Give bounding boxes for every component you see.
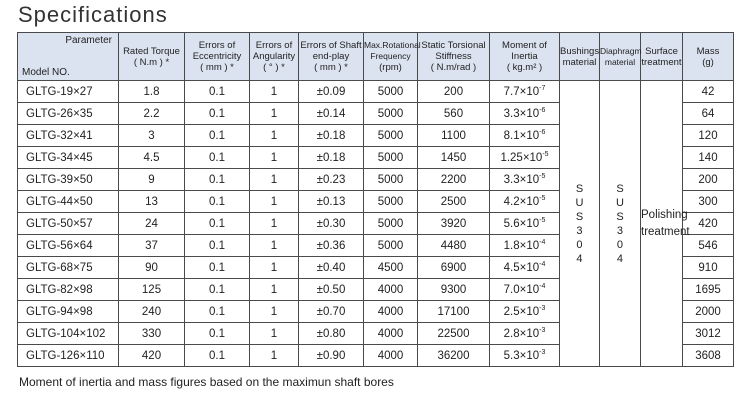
inertia-cell bbox=[490, 323, 560, 345]
model-cell: GLTG-34×45 bbox=[18, 147, 119, 169]
endplay-cell: ±0.80 bbox=[299, 323, 364, 345]
inertia-base: 1.8×10 bbox=[503, 239, 540, 252]
stiffness-cell: 3920 bbox=[418, 213, 490, 235]
inertia-base: 7.7×10 bbox=[503, 85, 540, 98]
torque-cell: 24 bbox=[119, 213, 185, 235]
eccentricity-header: Errors of Eccentricity ( mm ) * bbox=[185, 33, 250, 81]
model-cell: GLTG-39×50 bbox=[18, 169, 119, 191]
rpm-cell: 5000 bbox=[364, 169, 418, 191]
bushings-material-header: Bushings material bbox=[560, 33, 600, 81]
angularity-cell: 1 bbox=[250, 235, 299, 257]
model-cell: GLTG-44×50 bbox=[18, 191, 119, 213]
endplay-cell: ±0.36 bbox=[299, 235, 364, 257]
rpm-cell: 5000 bbox=[364, 213, 418, 235]
stiffness-cell: 2500 bbox=[418, 191, 490, 213]
rpm-cell: 5000 bbox=[364, 147, 418, 169]
torque-cell: 3 bbox=[119, 125, 185, 147]
inertia-base: 2.5×10 bbox=[503, 305, 540, 318]
eccentricity-cell: 0.1 bbox=[185, 81, 250, 103]
mass-cell: 140 bbox=[683, 147, 734, 169]
angularity-cell: 1 bbox=[250, 279, 299, 301]
torque-cell: 2.2 bbox=[119, 103, 185, 125]
mass-cell: 1695 bbox=[683, 279, 734, 301]
inertia-exponent: -3 bbox=[539, 305, 546, 313]
mass-cell: 300 bbox=[683, 191, 734, 213]
inertia-exponent: -4 bbox=[539, 283, 546, 291]
inertia-exponent: -3 bbox=[539, 327, 546, 335]
inertia-base: 8.1×10 bbox=[503, 129, 540, 142]
endplay-cell: ±0.70 bbox=[299, 301, 364, 323]
angularity-cell: 1 bbox=[250, 169, 299, 191]
inertia-cell bbox=[490, 235, 560, 257]
stiffness-cell: 1100 bbox=[418, 125, 490, 147]
rpm-cell: 5000 bbox=[364, 81, 418, 103]
mass-cell: 546 bbox=[683, 235, 734, 257]
inertia-base: 7.0×10 bbox=[503, 283, 540, 296]
diaphragm-material-cell: S U S 3 0 4 bbox=[600, 81, 641, 367]
eccentricity-cell: 0.1 bbox=[185, 301, 250, 323]
rpm-cell: 4500 bbox=[364, 257, 418, 279]
eccentricity-cell: 0.1 bbox=[185, 125, 250, 147]
eccentricity-cell: 0.1 bbox=[185, 103, 250, 125]
endplay-cell: ±0.23 bbox=[299, 169, 364, 191]
model-cell: GLTG-126×110 bbox=[18, 345, 119, 367]
stiffness-cell: 2200 bbox=[418, 169, 490, 191]
angularity-cell: 1 bbox=[250, 81, 299, 103]
angularity-cell: 1 bbox=[250, 147, 299, 169]
inertia-cell bbox=[490, 301, 560, 323]
eccentricity-cell: 0.1 bbox=[185, 235, 250, 257]
mass-cell: 120 bbox=[683, 125, 734, 147]
inertia-exponent: -6 bbox=[539, 107, 546, 115]
inertia-cell bbox=[490, 103, 560, 125]
inertia-cell bbox=[490, 257, 560, 279]
parameter-label: Parameter bbox=[65, 35, 112, 46]
inertia-cell bbox=[490, 81, 560, 103]
stiffness-header: Static Torsional Stiffness ( N.m/rad ) bbox=[418, 33, 490, 81]
model-cell: GLTG-104×102 bbox=[18, 323, 119, 345]
inertia-exponent: -4 bbox=[539, 261, 546, 269]
inertia-cell bbox=[490, 125, 560, 147]
inertia-cell bbox=[490, 147, 560, 169]
eccentricity-cell: 0.1 bbox=[185, 147, 250, 169]
inertia-cell bbox=[490, 345, 560, 367]
eccentricity-cell: 0.1 bbox=[185, 279, 250, 301]
endplay-header: Errors of Shaft end-play ( mm ) * bbox=[299, 33, 364, 81]
footnote: Moment of inertia and mass figures based on the maximun shaft bores bbox=[19, 375, 394, 389]
mass-cell: 2000 bbox=[683, 301, 734, 323]
mass-cell: 3608 bbox=[683, 345, 734, 367]
torque-cell: 330 bbox=[119, 323, 185, 345]
rated-torque-header: Rated Torque ( N.m ) * bbox=[119, 33, 185, 81]
angularity-cell: 1 bbox=[250, 345, 299, 367]
rpm-cell: 4000 bbox=[364, 279, 418, 301]
page-title: Specifications bbox=[18, 2, 168, 27]
diaphragm-material-header: Diaphragm material bbox=[600, 33, 641, 81]
endplay-cell: ±0.09 bbox=[299, 81, 364, 103]
inertia-exponent: -5 bbox=[542, 151, 549, 159]
stiffness-cell: 4480 bbox=[418, 235, 490, 257]
eccentricity-cell: 0.1 bbox=[185, 191, 250, 213]
model-cell: GLTG-94×98 bbox=[18, 301, 119, 323]
stiffness-cell: 200 bbox=[418, 81, 490, 103]
angularity-cell: 1 bbox=[250, 213, 299, 235]
inertia-base: 4.5×10 bbox=[503, 261, 540, 274]
inertia-exponent: -5 bbox=[539, 173, 546, 181]
inertia-exponent: -3 bbox=[539, 349, 546, 357]
endplay-cell: ±0.40 bbox=[299, 257, 364, 279]
stiffness-cell: 1450 bbox=[418, 147, 490, 169]
endplay-cell: ±0.90 bbox=[299, 345, 364, 367]
table-body bbox=[18, 81, 734, 367]
eccentricity-cell: 0.1 bbox=[185, 345, 250, 367]
inertia-exponent: -7 bbox=[539, 85, 546, 93]
inertia-base: 5.3×10 bbox=[503, 349, 540, 362]
mass-cell: 910 bbox=[683, 257, 734, 279]
endplay-cell: ±0.18 bbox=[299, 147, 364, 169]
model-cell: GLTG-82×98 bbox=[18, 279, 119, 301]
stiffness-cell: 9300 bbox=[418, 279, 490, 301]
model-cell: GLTG-50×57 bbox=[18, 213, 119, 235]
mass-cell: 3012 bbox=[683, 323, 734, 345]
mass-cell: 64 bbox=[683, 103, 734, 125]
torque-cell: 240 bbox=[119, 301, 185, 323]
angularity-cell: 1 bbox=[250, 103, 299, 125]
stiffness-cell: 6900 bbox=[418, 257, 490, 279]
rpm-cell: 4000 bbox=[364, 323, 418, 345]
endplay-cell: ±0.50 bbox=[299, 279, 364, 301]
inertia-cell bbox=[490, 279, 560, 301]
stiffness-cell: 22500 bbox=[418, 323, 490, 345]
angularity-cell: 1 bbox=[250, 257, 299, 279]
endplay-cell: ±0.14 bbox=[299, 103, 364, 125]
torque-cell: 37 bbox=[119, 235, 185, 257]
torque-cell: 13 bbox=[119, 191, 185, 213]
stiffness-cell: 36200 bbox=[418, 345, 490, 367]
rpm-cell: 5000 bbox=[364, 125, 418, 147]
torque-cell: 9 bbox=[119, 169, 185, 191]
inertia-base: 4.2×10 bbox=[503, 195, 540, 208]
mass-cell: 200 bbox=[683, 169, 734, 191]
stiffness-cell: 560 bbox=[418, 103, 490, 125]
inertia-base: 2.8×10 bbox=[503, 327, 540, 340]
model-cell: GLTG-32×41 bbox=[18, 125, 119, 147]
rpm-cell: 5000 bbox=[364, 235, 418, 257]
inertia-base: 5.6×10 bbox=[503, 217, 540, 230]
inertia-base: 3.3×10 bbox=[503, 107, 540, 120]
inertia-exponent: -4 bbox=[539, 239, 546, 247]
rpm-cell: 4000 bbox=[364, 345, 418, 367]
angularity-cell: 1 bbox=[250, 125, 299, 147]
torque-cell: 90 bbox=[119, 257, 185, 279]
inertia-exponent: -5 bbox=[539, 195, 546, 203]
endplay-cell: ±0.30 bbox=[299, 213, 364, 235]
model-cell: GLTG-68×75 bbox=[18, 257, 119, 279]
rpm-cell: 5000 bbox=[364, 103, 418, 125]
specifications-table bbox=[17, 32, 734, 367]
inertia-exponent: -5 bbox=[539, 217, 546, 225]
inertia-base: 1.25×10 bbox=[500, 151, 543, 164]
torque-cell: 1.8 bbox=[119, 81, 185, 103]
eccentricity-cell: 0.1 bbox=[185, 257, 250, 279]
inertia-cell bbox=[490, 213, 560, 235]
angularity-cell: 1 bbox=[250, 323, 299, 345]
angularity-cell: 1 bbox=[250, 301, 299, 323]
stiffness-cell: 17100 bbox=[418, 301, 490, 323]
surface-treatment-header: Surface treatment bbox=[641, 33, 683, 81]
parameter-model-header bbox=[18, 33, 119, 81]
inertia-exponent: -6 bbox=[539, 129, 546, 137]
eccentricity-cell: 0.1 bbox=[185, 323, 250, 345]
rpm-cell: 5000 bbox=[364, 191, 418, 213]
endplay-cell: ±0.18 bbox=[299, 125, 364, 147]
inertia-base: 3.3×10 bbox=[503, 173, 540, 186]
torque-cell: 420 bbox=[119, 345, 185, 367]
model-cell: GLTG-26×35 bbox=[18, 103, 119, 125]
rpm-cell: 4000 bbox=[364, 301, 418, 323]
bushings-material-cell: S U S 3 0 4 bbox=[560, 81, 600, 367]
surface-treatment-cell: Polishing treatment bbox=[641, 81, 683, 367]
mass-cell: 420 bbox=[683, 213, 734, 235]
inertia-header: Moment of Inertia ( kg.m² ) bbox=[490, 33, 560, 81]
inertia-cell bbox=[490, 191, 560, 213]
mass-cell: 42 bbox=[683, 81, 734, 103]
mass-header: Mass (g) bbox=[683, 33, 734, 81]
table-header-row bbox=[18, 33, 734, 81]
model-cell: GLTG-56×64 bbox=[18, 235, 119, 257]
table-row bbox=[18, 81, 734, 103]
eccentricity-cell: 0.1 bbox=[185, 169, 250, 191]
model-label: Model NO. bbox=[22, 67, 70, 78]
angularity-cell: 1 bbox=[250, 191, 299, 213]
angularity-header: Errors of Angularity ( ° ) * bbox=[250, 33, 299, 81]
max-rotational-header: Max.Rotational Frequency (rpm) bbox=[364, 33, 418, 81]
torque-cell: 125 bbox=[119, 279, 185, 301]
model-cell: GLTG-19×27 bbox=[18, 81, 119, 103]
eccentricity-cell: 0.1 bbox=[185, 213, 250, 235]
endplay-cell: ±0.13 bbox=[299, 191, 364, 213]
torque-cell: 4.5 bbox=[119, 147, 185, 169]
inertia-cell bbox=[490, 169, 560, 191]
